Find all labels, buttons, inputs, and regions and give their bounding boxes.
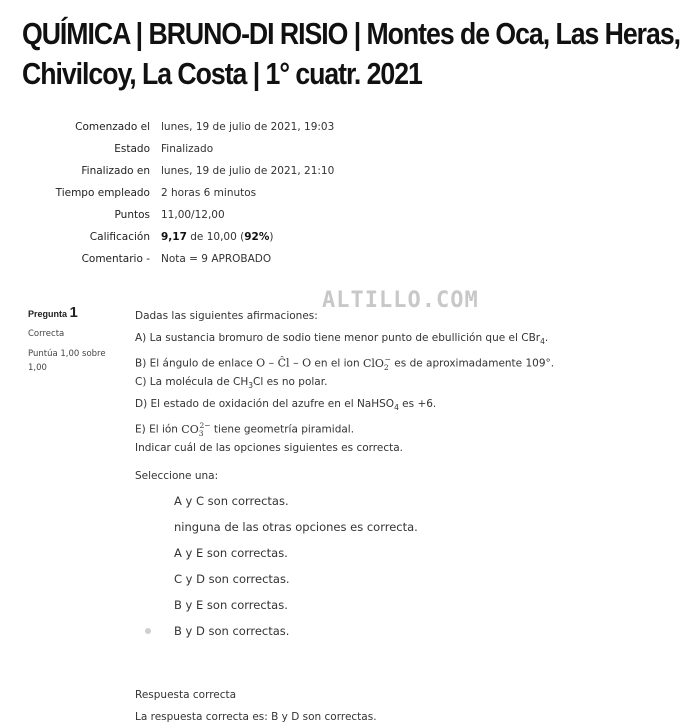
- statement-c: [135, 371, 675, 393]
- answer-options: [135, 488, 535, 644]
- summary-label: Comentario -: [81, 253, 150, 265]
- attempt-summary-table: [0, 116, 334, 270]
- statement-e: [135, 415, 675, 437]
- question-info: [28, 304, 118, 375]
- radio-button[interactable]: [145, 524, 151, 530]
- question-number: [28, 304, 118, 321]
- radio-button[interactable]: [145, 576, 151, 582]
- answer-option[interactable]: [135, 514, 535, 540]
- answer-option-label[interactable]: B y E son correctas.: [174, 598, 288, 612]
- statement-b-formula: O – Ĉl – O: [256, 356, 312, 370]
- ion-sub: 3: [198, 428, 204, 438]
- radio-button[interactable]: [145, 498, 151, 504]
- summary-row-finished: [0, 160, 334, 182]
- summary-label: Calificación: [89, 231, 150, 243]
- feedback-correct-answer: La respuesta correcta es: B y D son correctas.: [135, 711, 377, 723]
- statement-b: [135, 349, 675, 371]
- summary-row-grade: [0, 226, 334, 248]
- grade-mid: de 10,00 (: [186, 231, 245, 243]
- summary-row-started: [0, 116, 334, 138]
- answer-feedback: [135, 684, 377, 728]
- page-title-line-2: Chivilcoy, La Costa | 1° cuatr. 2021: [22, 56, 422, 91]
- radio-button[interactable]: [145, 550, 151, 556]
- answer-option-label[interactable]: A y C son correctas.: [174, 494, 289, 508]
- statement-e-ion: [181, 423, 210, 436]
- radio-button-selected[interactable]: [145, 628, 151, 634]
- answer-option[interactable]: [135, 488, 535, 514]
- page-title-line-1: QUÍMICA | BRUNO-DI RISIO | Montes de Oca, Las Heras,: [22, 16, 681, 51]
- watermark-logo: ALTILLO.COM: [322, 288, 479, 313]
- question-label: Pregunta: [28, 309, 68, 319]
- radio-button[interactable]: [145, 602, 151, 608]
- ion-sup: −: [384, 355, 391, 364]
- answer-prompt: Seleccione una:: [135, 470, 219, 482]
- statement-b-ion: [363, 357, 391, 370]
- question-intro: Dadas las siguientes afirmaciones:: [135, 310, 318, 322]
- statement-a-text: A) La sustancia bromuro de sodio tiene menor punto de ebullición que el CBr: [135, 332, 541, 344]
- answer-option-label[interactable]: A y E son correctas.: [174, 546, 288, 560]
- statement-b-mid: en el ion: [311, 357, 363, 370]
- summary-row-comment: [0, 248, 334, 270]
- answer-option-selected[interactable]: [135, 618, 535, 644]
- statement-c-sub: 3: [248, 381, 254, 391]
- answer-option-label[interactable]: B y D son correctas.: [174, 624, 290, 638]
- statement-e-end: tiene geometría piramidal.: [210, 423, 355, 436]
- statement-a-end: .: [544, 332, 549, 344]
- summary-value: 11,00/12,00: [161, 209, 225, 221]
- statement-d: [135, 393, 675, 415]
- ion-sub: 2: [383, 362, 389, 372]
- statement-d-text: D) El estado de oxidación del azufre en el NaHSO: [135, 398, 395, 410]
- question-text: [135, 305, 675, 459]
- answer-option-label[interactable]: ninguna de las otras opciones es correcta.: [174, 520, 418, 534]
- statement-a: [135, 327, 675, 349]
- ion-base: ClO: [362, 356, 384, 370]
- page-title: [22, 14, 681, 94]
- grade-percent: 92%: [244, 231, 270, 243]
- summary-value: lunes, 19 de julio de 2021, 21:10: [161, 165, 335, 177]
- summary-row-state: [0, 138, 334, 160]
- grade-score: 9,17: [161, 231, 187, 243]
- summary-label: Puntos: [114, 209, 150, 221]
- statement-b-text: B) El ángulo de enlace: [135, 357, 257, 370]
- statement-a-sub: 4: [540, 337, 545, 347]
- summary-value: lunes, 19 de julio de 2021, 19:03: [161, 121, 335, 133]
- summary-label: Comenzado el: [75, 121, 150, 133]
- question-instruction: Indicar cuál de las opciones siguientes es correcta.: [135, 442, 403, 454]
- summary-row-points: [0, 204, 334, 226]
- answer-option[interactable]: [135, 592, 535, 618]
- question-state: Correcta: [28, 329, 65, 339]
- ion-sup: 2−: [199, 421, 211, 430]
- statement-e-text: E) El ión: [135, 423, 182, 436]
- summary-label: Finalizado en: [81, 165, 150, 177]
- statement-c-text: C) La molécula de CH: [135, 376, 249, 388]
- summary-label: Tiempo empleado: [55, 187, 150, 199]
- answer-option[interactable]: [135, 566, 535, 592]
- summary-value: 2 horas 6 minutos: [161, 187, 257, 199]
- summary-label: Estado: [114, 143, 150, 155]
- summary-row-time: [0, 182, 334, 204]
- statement-d-end: es +6.: [398, 398, 437, 410]
- answer-option[interactable]: [135, 540, 535, 566]
- summary-value: Nota = 9 APROBADO: [161, 253, 272, 265]
- question-grade: Puntúa 1,00 sobre 1,00: [28, 349, 106, 373]
- statement-c-end: Cl es no polar.: [253, 376, 328, 388]
- feedback-title: Respuesta correcta: [135, 689, 237, 701]
- statement-d-sub: 4: [394, 403, 399, 413]
- grade-end: ): [269, 231, 274, 243]
- ion-base: CO: [181, 422, 199, 436]
- question-number-value: 1: [69, 304, 78, 321]
- statement-b-end: es de aproximadamente 109°.: [390, 357, 555, 370]
- summary-value: [161, 226, 334, 248]
- summary-value: Finalizado: [161, 143, 214, 155]
- answer-option-label[interactable]: C y D son correctas.: [174, 572, 290, 586]
